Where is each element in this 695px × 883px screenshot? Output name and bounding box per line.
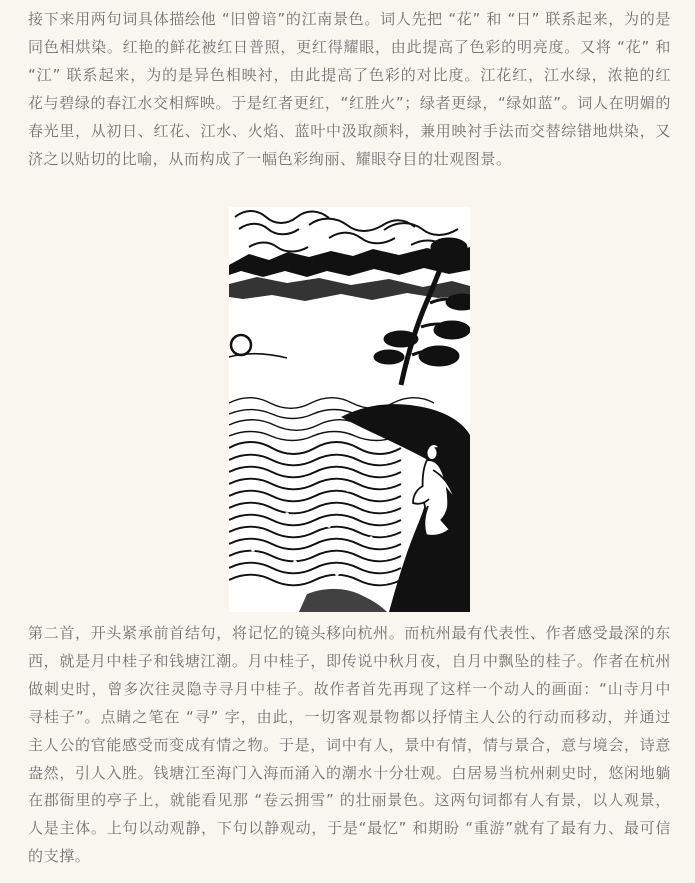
article-paragraph: 第二首，开头紧承前首结句，将记忆的镜头移向杭州。而杭州最有代表性、作者感受最深的东西，就是月中桂子和钱塘江潮。月中桂子，即传说中秋月夜，自月中飘坠的桂子。作者在杭州做刺史时，曾多次往灵隐寺寻月中桂子。故作者首先再现了这样一个动人的画面：“山寺月中寻桂子”。点睛之笔在 “寻” 字，由此，一切客观景物都以抒情主人公的行动而移动，并通过主人公的官能感受而变成有情之物。于是，词中有人，景中有情，情与景合，意与境会，诗意盎然，引人入胜。钱塘江至海门入海而涌入的潮水十分壮观。白居易当杭州刺史时，悠闲地躺在郡衙里的亭子上，就能看见那 “卷云拥雪” 的壮丽景色。这两句词都有人有景，以人观景，人是主体。上句以动观静，下句以静观动，于是“最忆” 和期盼 “重游”就有了最有力、最可信的支撑。 bbox=[28, 624, 671, 866]
article-paragraph: 接下来用两句词具体描绘他 “旧曾谙”的江南景色。词人先把 “花” 和 “日” 联系起来，为的是同色相烘染。红艳的鲜花被红日普照，更红得耀眼，由此提高了色彩的明亮度。又将 “花” 和 “江” 联系起来，为的是异色相映衬，由此提高了色彩的对比度。江花红，江水绿，浓艳的红花与碧绿的春江水交相辉映。于是红者更红，“红胜火”；绿者更绿，“绿如蓝”。词人在明媚的春光里，从初日、红花、江水、火焰、蓝叶中汲取颜料，兼用映衬手法而交替综错地烘染，又济之以贴切的比喻，从而构成了一幅色彩绚丽、耀眼夺目的壮观图景。 bbox=[28, 10, 671, 168]
woodcut-illustration bbox=[229, 207, 470, 612]
